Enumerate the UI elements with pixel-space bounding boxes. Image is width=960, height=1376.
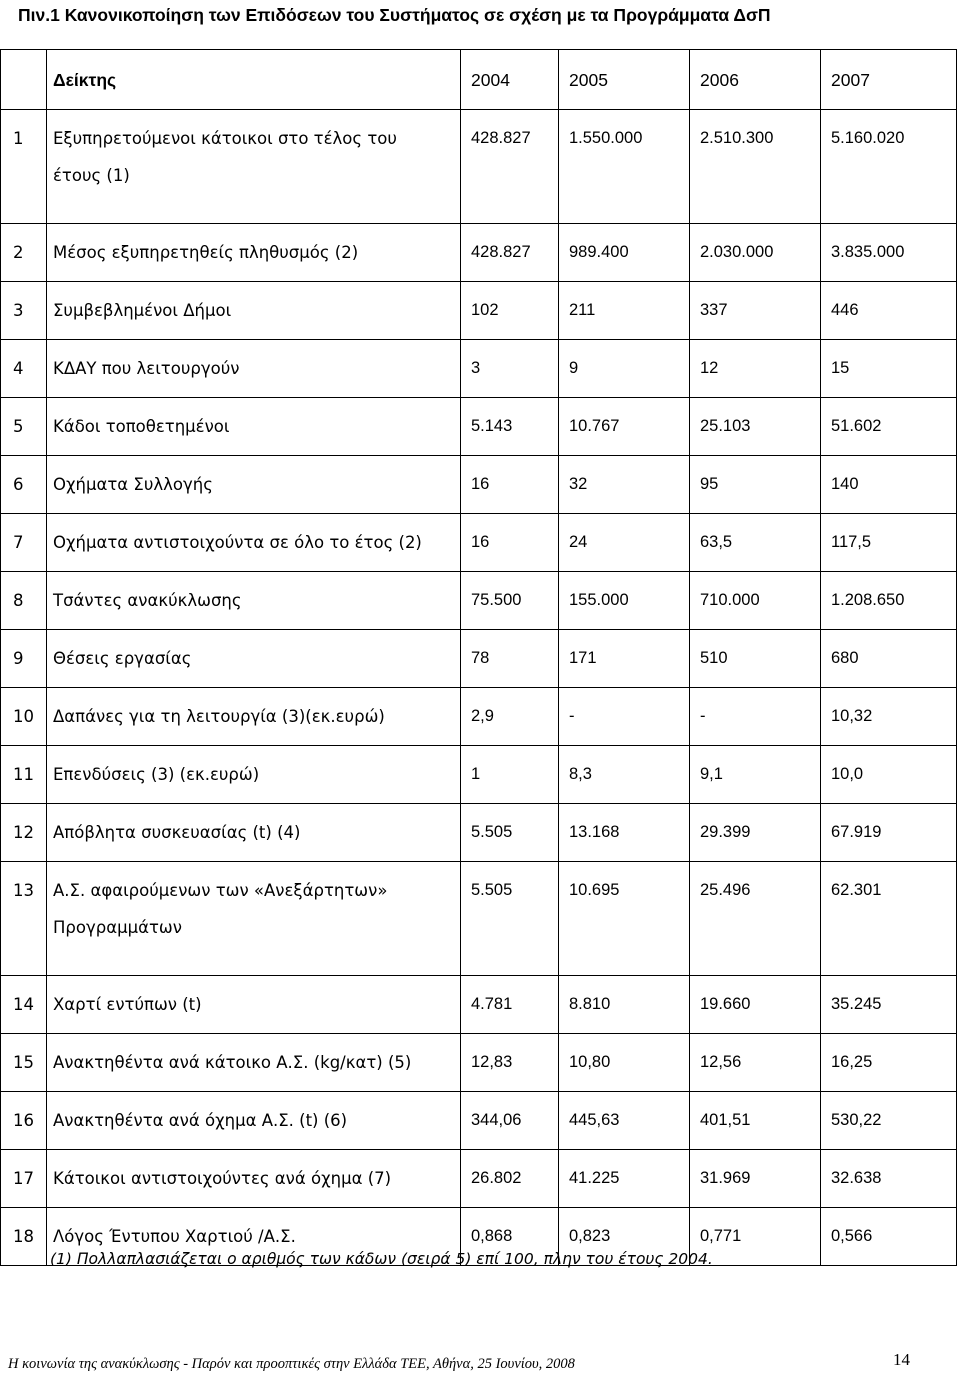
value-cell-2006: 9,1 — [690, 746, 821, 804]
row-number: 4 — [1, 340, 47, 398]
table-row — [1, 688, 957, 746]
indicator-line: Χαρτί εντύπων (t) — [53, 995, 202, 1014]
row-indicator — [47, 746, 461, 804]
value-cell-2004: 102 — [461, 282, 559, 340]
performance-table — [0, 49, 957, 1266]
footer-text: Η κοινωνία της ανακύκλωσης - Παρόν και προοπτικές στην Ελλάδα ΤΕΕ, Αθήνα, 25 Ιουνίου, 2008 — [8, 1356, 575, 1372]
table-row — [1, 398, 957, 456]
indicator-line: Τσάντες ανακύκλωσης — [53, 591, 242, 610]
row-number: 1 — [1, 110, 47, 224]
value-cell-2005: 41.225 — [559, 1150, 690, 1208]
value-cell-2006: 63,5 — [690, 514, 821, 572]
indicator-line: Οχήματα αντιστοιχούντα σε όλο το έτος (2) — [53, 533, 422, 552]
value-cell-2005: 9 — [559, 340, 690, 398]
value-cell-2006: 95 — [690, 456, 821, 514]
row-indicator — [47, 862, 461, 976]
row-indicator — [47, 976, 461, 1034]
row-number: 17 — [1, 1150, 47, 1208]
value-cell-2006: 2.510.300 — [690, 110, 821, 224]
page-title: Πιν.1 Κανονικοποίηση των Επιδόσεων του Συστήματος σε σχέση με τα Προγράμματα ΔσΠ — [18, 5, 771, 25]
table-row — [1, 572, 957, 630]
row-number: 18 — [1, 1208, 47, 1266]
value-cell-2006: 31.969 — [690, 1150, 821, 1208]
table-row — [1, 340, 957, 398]
table-row — [1, 746, 957, 804]
value-cell-2006: 510 — [690, 630, 821, 688]
indicator-line: Θέσεις εργασίας — [53, 649, 192, 668]
indicator-line: Λόγος Έντυπου Χαρτιού /Α.Σ. — [53, 1227, 296, 1246]
value-cell-2004: 2,9 — [461, 688, 559, 746]
value-cell-2004: 5.143 — [461, 398, 559, 456]
value-cell-2007: 67.919 — [821, 804, 957, 862]
value-cell-2004: 16 — [461, 514, 559, 572]
value-cell-2006: - — [690, 688, 821, 746]
row-indicator — [47, 572, 461, 630]
value-cell-2004: 12,83 — [461, 1034, 559, 1092]
row-indicator — [47, 514, 461, 572]
value-cell-2007: 140 — [821, 456, 957, 514]
value-cell-2007: 51.602 — [821, 398, 957, 456]
table-row — [1, 1150, 957, 1208]
value-cell-2006: 710.000 — [690, 572, 821, 630]
value-cell-2006: 25.103 — [690, 398, 821, 456]
footnote: (1) Πολλαπλασιάζεται ο αριθμός των κάδων (σειρά 5) επί 100, πλην του έτους 2004. — [50, 1250, 713, 1268]
header-indicator: Δείκτης — [47, 50, 461, 110]
header-year-2004: 2004 — [461, 50, 559, 110]
indicator-line: Α.Σ. αφαιρούμενων των «Ανεξάρτητων» — [53, 881, 388, 900]
value-cell-2007: 16,25 — [821, 1034, 957, 1092]
value-cell-2005: 155.000 — [559, 572, 690, 630]
value-cell-2006: 25.496 — [690, 862, 821, 976]
value-cell-2006: 401,51 — [690, 1092, 821, 1150]
table-row — [1, 1034, 957, 1092]
row-number: 5 — [1, 398, 47, 456]
indicator-line: Ανακτηθέντα ανά κάτοικο Α.Σ. (kg/κατ) (5) — [53, 1053, 412, 1072]
indicator-line: Εξυπηρετούμενοι κάτοικοι στο τέλος του — [53, 129, 397, 148]
value-cell-2007: 3.835.000 — [821, 224, 957, 282]
value-cell-2004: 428.827 — [461, 224, 559, 282]
value-cell-2004: 3 — [461, 340, 559, 398]
value-cell-2007: 0,566 — [821, 1208, 957, 1266]
value-cell-2005: 8,3 — [559, 746, 690, 804]
value-cell-2004: 5.505 — [461, 862, 559, 976]
row-indicator — [47, 630, 461, 688]
value-cell-2004: 344,06 — [461, 1092, 559, 1150]
value-cell-2004: 75.500 — [461, 572, 559, 630]
value-cell-2007: 446 — [821, 282, 957, 340]
row-number: 14 — [1, 976, 47, 1034]
value-cell-2005: 10,80 — [559, 1034, 690, 1092]
indicator-line: Επενδύσεις (3) (εκ.ευρώ) — [53, 765, 260, 784]
value-cell-2007: 35.245 — [821, 976, 957, 1034]
value-cell-2005: 10.767 — [559, 398, 690, 456]
value-cell-2004: 26.802 — [461, 1150, 559, 1208]
value-cell-2005: 10.695 — [559, 862, 690, 976]
row-number: 6 — [1, 456, 47, 514]
indicator-line: Κάτοικοι αντιστοιχούντες ανά όχημα (7) — [53, 1169, 392, 1188]
row-number: 12 — [1, 804, 47, 862]
indicator-line: Οχήματα Συλλογής — [53, 475, 213, 494]
table-row — [1, 804, 957, 862]
row-indicator — [47, 1092, 461, 1150]
value-cell-2006: 19.660 — [690, 976, 821, 1034]
value-cell-2004: 78 — [461, 630, 559, 688]
value-cell-2004: 428.827 — [461, 110, 559, 224]
value-cell-2007: 1.208.650 — [821, 572, 957, 630]
row-indicator — [47, 688, 461, 746]
row-number: 9 — [1, 630, 47, 688]
value-cell-2006: 12 — [690, 340, 821, 398]
row-number: 15 — [1, 1034, 47, 1092]
indicator-line: Κάδοι τοποθετημένοι — [53, 417, 230, 436]
table-row — [1, 224, 957, 282]
table-row — [1, 976, 957, 1034]
row-indicator — [47, 456, 461, 514]
value-cell-2005: - — [559, 688, 690, 746]
value-cell-2005: 1.550.000 — [559, 110, 690, 224]
value-cell-2005: 32 — [559, 456, 690, 514]
row-number: 2 — [1, 224, 47, 282]
value-cell-2007: 10,0 — [821, 746, 957, 804]
table-header-row — [1, 50, 957, 110]
value-cell-2006: 0,771 — [690, 1208, 821, 1266]
value-cell-2007: 5.160.020 — [821, 110, 957, 224]
indicator-line: ΚΔΑΥ που λειτουργούν — [53, 359, 240, 378]
row-number: 16 — [1, 1092, 47, 1150]
row-number: 11 — [1, 746, 47, 804]
row-number: 10 — [1, 688, 47, 746]
table-row — [1, 456, 957, 514]
value-cell-2005: 13.168 — [559, 804, 690, 862]
value-cell-2006: 2.030.000 — [690, 224, 821, 282]
indicator-line: Ανακτηθέντα ανά όχημα Α.Σ. (t) (6) — [53, 1111, 348, 1130]
value-cell-2007: 32.638 — [821, 1150, 957, 1208]
value-cell-2007: 62.301 — [821, 862, 957, 976]
value-cell-2006: 12,56 — [690, 1034, 821, 1092]
table-row — [1, 282, 957, 340]
header-year-2005: 2005 — [559, 50, 690, 110]
row-indicator — [47, 282, 461, 340]
row-number: 13 — [1, 862, 47, 976]
value-cell-2005: 171 — [559, 630, 690, 688]
row-number: 7 — [1, 514, 47, 572]
table-row — [1, 110, 957, 224]
row-indicator — [47, 110, 461, 224]
page-number: 14 — [893, 1350, 910, 1369]
header-number-cell — [1, 50, 47, 110]
value-cell-2007: 530,22 — [821, 1092, 957, 1150]
indicator-line: Συμβεβλημένοι Δήμοι — [53, 301, 232, 320]
value-cell-2004: 1 — [461, 746, 559, 804]
table-row — [1, 862, 957, 976]
value-cell-2004: 16 — [461, 456, 559, 514]
value-cell-2006: 337 — [690, 282, 821, 340]
value-cell-2007: 15 — [821, 340, 957, 398]
table-body — [1, 50, 957, 1266]
row-number: 8 — [1, 572, 47, 630]
value-cell-2007: 117,5 — [821, 514, 957, 572]
value-cell-2007: 680 — [821, 630, 957, 688]
indicator-line: Απόβλητα συσκευασίας (t) (4) — [53, 823, 301, 842]
row-indicator — [47, 1150, 461, 1208]
value-cell-2004: 5.505 — [461, 804, 559, 862]
row-indicator — [47, 340, 461, 398]
table-row — [1, 630, 957, 688]
row-indicator — [47, 804, 461, 862]
value-cell-2005: 0,823 — [559, 1208, 690, 1266]
row-indicator — [47, 224, 461, 282]
table-row — [1, 1092, 957, 1150]
indicator-line: Μέσος εξυπηρετηθείς πληθυσμός (2) — [53, 243, 359, 262]
row-indicator — [47, 1034, 461, 1092]
value-cell-2006: 29.399 — [690, 804, 821, 862]
indicator-line: έτους (1) — [53, 166, 130, 185]
row-indicator — [47, 398, 461, 456]
value-cell-2005: 445,63 — [559, 1092, 690, 1150]
indicator-line: Προγραμμάτων — [53, 918, 182, 937]
value-cell-2004: 4.781 — [461, 976, 559, 1034]
row-number: 3 — [1, 282, 47, 340]
value-cell-2005: 24 — [559, 514, 690, 572]
value-cell-2007: 10,32 — [821, 688, 957, 746]
header-year-2007: 2007 — [821, 50, 957, 110]
header-year-2006: 2006 — [690, 50, 821, 110]
value-cell-2005: 211 — [559, 282, 690, 340]
value-cell-2004: 0,868 — [461, 1208, 559, 1266]
value-cell-2005: 8.810 — [559, 976, 690, 1034]
indicator-line: Δαπάνες για τη λειτουργία (3)(εκ.ευρώ) — [53, 707, 385, 726]
value-cell-2005: 989.400 — [559, 224, 690, 282]
table-row — [1, 514, 957, 572]
